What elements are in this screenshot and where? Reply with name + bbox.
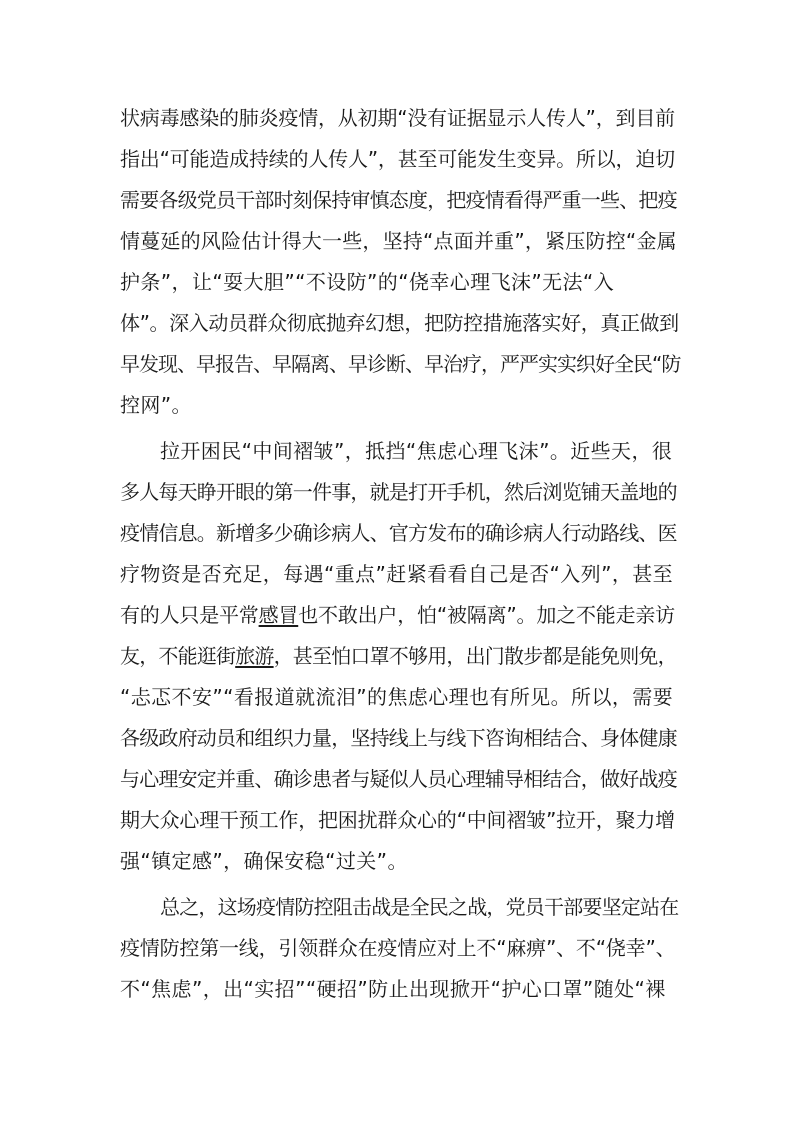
text-line: 疫情防控第一线，引领群众在疫情应对上不“麻痹”、不“侥幸”、	[120, 936, 676, 960]
text-line: 情蔓延的风险估计得大一些，坚持“点面并重”，紧压防控“金属	[120, 229, 677, 253]
text-segment: 有的人只是平常	[120, 603, 259, 627]
text-line: 期大众心理干预工作，把困扰群众心的“中间褶皱”拉开，聚力增	[120, 808, 675, 832]
paragraph-first-line: 总之，这场疫情防控阻击战是全民之战，党员干部要坚定站在	[160, 895, 679, 919]
underlined-word: 旅游	[235, 644, 274, 668]
text-line: 护条”，让“耍大胆”“不设防”的“侥幸心理飞沫”无法“入	[120, 270, 615, 294]
text-line: 与心理安定并重、确诊患者与疑似人员心理辅导相结合，做好战疫	[120, 767, 677, 791]
text-line: 体”。深入动员群众彻底抛弃幻想，把防控措施落实好，真正做到	[120, 311, 679, 335]
text-line	[120, 600, 680, 630]
text-line: “忐忑不安”“看报道就流泪”的焦虑心理也有所见。所以，需要	[120, 685, 674, 709]
text-line: 指出“可能造成持续的人传人”，甚至可能发生变异。所以，迫切	[120, 147, 675, 171]
paragraph-first-line: 拉开困民“中间褶皱”，抵挡“焦虑心理飞沫”。近些天，很	[160, 439, 673, 463]
text-line: 疫情信息。新增多少确诊病人、官方发布的确诊病人行动路线、医	[120, 521, 677, 545]
text-line: 控网”。	[120, 393, 192, 417]
text-line: 多人每天睁开眼的第一件事，就是打开手机，然后浏览铺天盖地的	[120, 480, 677, 504]
text-segment: 也不敢出户，怕“被隔离”。加之不能走亲访	[298, 603, 675, 627]
text-segment: 友，不能逛街	[120, 644, 236, 668]
text-line	[120, 641, 680, 671]
text-segment: ，甚至怕口罩不够用，出门散步都是能免则免，	[273, 644, 677, 668]
text-line: 疗物资是否充足，每遇“重点”赶紧看看自己是否“入列”，甚至	[120, 562, 674, 586]
text-line: 各级政府动员和组织力量，坚持线上与线下咨询相结合、身体健康	[120, 726, 677, 750]
text-line: 早发现、早报告、早隔离、早诊断、早治疗，严严实实织好全民“防	[120, 352, 681, 376]
text-line: 状病毒感染的肺炎疫情，从初期“没有证据显示人传人”，到目前	[120, 106, 675, 130]
text-line: 不“焦虑”，出“实招”“硬招”防止出现掀开“护心口罩”随处“裸	[120, 977, 666, 1001]
underlined-word: 感冒	[258, 603, 299, 627]
text-line: 需要各级党员干部时刻保持审慎态度，把疫情看得严重一些、把疫	[120, 188, 677, 212]
text-line: 强“镇定感”，确保安稳“过关”。	[120, 849, 408, 873]
